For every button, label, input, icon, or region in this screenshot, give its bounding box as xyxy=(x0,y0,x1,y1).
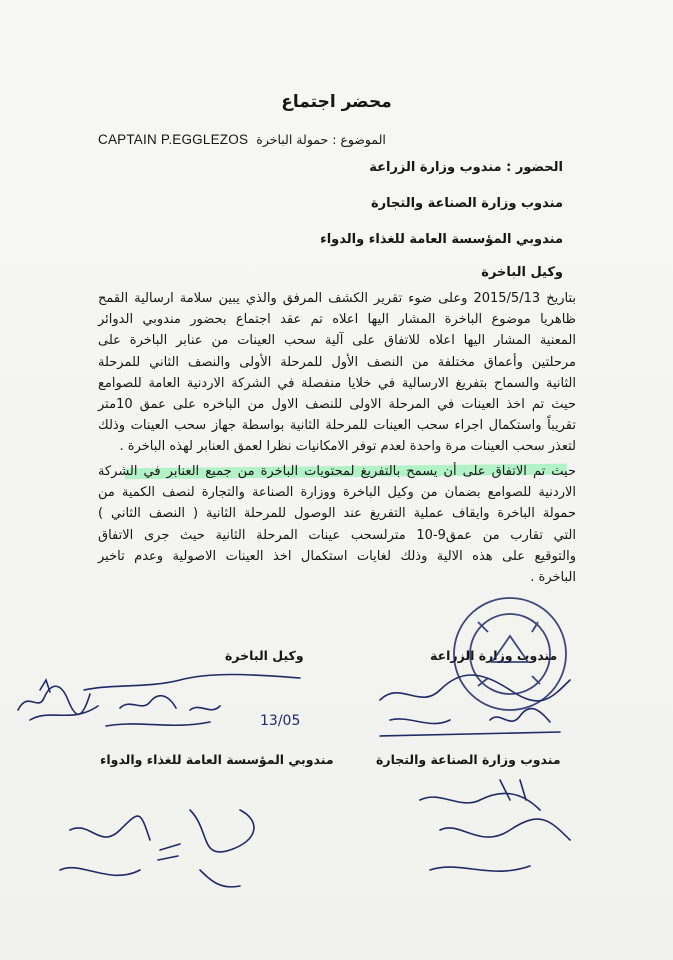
paragraph-2-line: حمولة الباخرة وايقاف عملية التفريغ عند الوصول للمرحلة الثانية ( النصف الثاني ) xyxy=(98,506,576,522)
attendance-agriculture: الحضور : مندوب وزارة الزراعة xyxy=(369,160,563,175)
attendance-industry: مندوب وزارة الصناعة والتجارة xyxy=(371,196,563,211)
paragraph-1-line: لتعذر سحب العينات مرة واحدة لعدم توفر الامكانيات نظرا لعمق العنابر لهذه الباخرة . xyxy=(119,439,576,455)
attendance-ship-agent: وكيل الباخرة xyxy=(481,265,563,280)
paragraph-1-line: مرحلتين وأعماق مختلفة من النصف الأول للمرحلة الأولى والنصف الثاني للمرحلة xyxy=(98,354,576,370)
paragraph-1-line: تقريباً واستكمال اجراء سحب العينات للمرحلة الثانية بواسطة جهاز سحب العينات وذلك xyxy=(98,418,576,434)
attendance-food-drug: مندوبي المؤسسة العامة للغذاء والدواء xyxy=(320,232,563,247)
ship-agent-label: وكيل الباخرة xyxy=(225,648,304,663)
ship-agent-signature xyxy=(10,650,310,750)
agent-date-note: 13/05 xyxy=(260,713,301,729)
paragraph-1-line: المعنية المشار اليها اعلاه للاتفاق على آلية سحب العينات من عنابر الباخرة على xyxy=(98,333,576,349)
agriculture-rep-label: مندوب وزارة الزراعة xyxy=(430,648,558,663)
subject-label: الموضوع : حمولة الباخرة xyxy=(256,132,386,147)
industry-rep-label: مندوب وزارة الصناعة والتجارة xyxy=(376,752,561,767)
paragraph-2-line: التي تقارب من عمق9-10 مترلسحب عينات المرحلة الثانية حيث جرى الاتفاق xyxy=(98,527,576,543)
paragraph-1-line: بتاريخ 2015/5/13 وعلى ضوء تقرير الكشف المرفق والذي يبين سلامة ارسالية القمح xyxy=(98,291,576,306)
paragraph-1-line: ظاهريا موضوع الباخرة المشار اليها اعلاه تم عقد اجتماع بحضور مندوبي الدوائر xyxy=(98,312,576,328)
paragraph-2 xyxy=(98,461,576,588)
paragraph-2-line: حيث تم الاتفاق على أن يسمح بالتفريغ لمحتويات الباخرة من جميع العنابر في الشركة xyxy=(98,464,576,479)
paragraph-2-line: الاردنية للصوامع بضمان من وكيل الباخرة ووزارة الصناعة والتجارة لنصف الكمية من xyxy=(98,485,576,501)
document-title: محضر اجتماع xyxy=(281,92,392,112)
paragraph-1-line: الثانية والسماح بتفريغ الارسالية في خلايا منفصلة في الشركة الاردنية العامة للصوامع xyxy=(98,375,576,391)
paragraph-1 xyxy=(98,288,576,458)
food-drug-rep-signature xyxy=(40,790,270,910)
subject-line xyxy=(98,132,478,148)
paragraph-1-line: حيث تم اخذ العينات في المرحلة الاولى للنصف الاول من الباخره على عمق 10متر xyxy=(98,397,576,413)
food-drug-rep-label: مندوبي المؤسسة العامة للغذاء والدواء xyxy=(100,752,334,767)
paragraph-2-line: الباخرة . xyxy=(530,570,576,586)
official-stamp xyxy=(448,592,573,717)
paragraph-2-line: والتوقيع على هذه الالية وذلك لغايات استكمال اخذ العينات الاصولية وعدم تاخير xyxy=(98,548,576,564)
industry-rep-signature xyxy=(380,770,580,890)
ship-name: CAPTAIN P.EGGLEZOS xyxy=(98,132,249,147)
